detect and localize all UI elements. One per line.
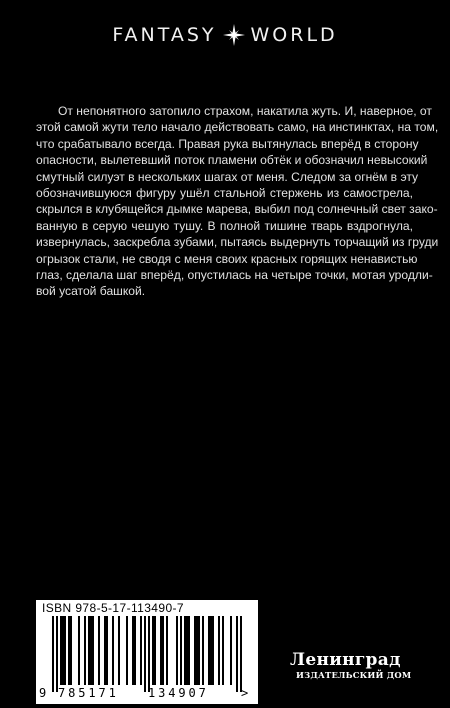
blurb-line: От непонятного затопило страхом, накатила жуть. И, наверное, от (58, 104, 432, 118)
barcode-digits-right: 134907 (148, 686, 209, 700)
blurb-line: глаз, сделала шаг вперёд, опустилась на четыре точки, мотая уродли- (36, 268, 433, 283)
barcode-bar (196, 616, 198, 685)
barcode-bar (202, 616, 204, 685)
barcode-bar (68, 616, 70, 685)
barcode-bar (144, 616, 146, 692)
publisher-subtitle: ИЗДАТЕЛЬСКИЙ ДОМ (296, 670, 412, 680)
barcode-bar (208, 616, 210, 685)
barcode-bar (210, 616, 212, 685)
barcode-bar (134, 616, 136, 685)
barcode-bar (180, 616, 182, 685)
barcode-bar (78, 616, 80, 685)
blurb-line: извернулась, заскребла зубами, пытаясь выдернуть торчащий из груди (36, 235, 439, 250)
back-cover-blurb (36, 103, 439, 300)
barcode-bar (132, 616, 134, 685)
barcode-bar (88, 616, 90, 685)
barcode-bar (104, 616, 106, 685)
barcode-bar (212, 616, 214, 685)
barcode-bar (186, 616, 188, 685)
blurb-line: огрызок стали, не сводя с меня своих красных горящих ненавистью (36, 251, 418, 266)
series-title-left: FANTASY (112, 24, 217, 46)
blurb-line: смутный силуэт в нескольких шагах от меня. Следом за огнём в эту (36, 169, 419, 184)
barcode-bar (126, 616, 128, 685)
barcode-bar (222, 616, 224, 685)
barcode-bar (112, 616, 114, 685)
barcode-bar (148, 616, 150, 692)
blurb-line: обозначившуюся фигуру ушёл стальной стержень из самострела, (36, 186, 413, 201)
barcode-digits-left: 785171 (58, 686, 119, 700)
barcode-bar (162, 616, 164, 685)
barcode-bar (52, 616, 54, 692)
barcode-bar (60, 616, 62, 685)
barcode-bar (176, 616, 178, 685)
barcode-bar (152, 616, 154, 685)
barcode-bar (56, 616, 58, 692)
barcode-bar (188, 616, 190, 685)
barcode-bar (218, 616, 220, 685)
barcode-digit-first: 9 (39, 686, 47, 700)
blurb-line: что срабатывало всегда. Правая рука вытянулась вперёд в сторону (36, 136, 419, 151)
barcode-bar (64, 616, 66, 685)
blurb-line: ванную в серую чешую тушу. В полной тишине тварь вздрогнула, (36, 218, 413, 233)
star-icon (223, 24, 245, 46)
publisher-logo (288, 650, 418, 690)
barcode-bar (92, 616, 94, 685)
barcode-bar (184, 616, 186, 685)
barcode-bar (90, 616, 92, 685)
blurb-line: опасности, вылетевший поток пламени обтёк и обозначил невысокий (36, 153, 428, 168)
barcode-bar (166, 616, 168, 685)
barcode-bar (140, 616, 142, 685)
blurb-line: вой усатой башкой. (36, 284, 146, 299)
barcode-bar (194, 616, 196, 685)
barcode-bar (70, 616, 72, 685)
barcode-quiet-mark: > (241, 686, 249, 700)
series-header (0, 24, 450, 46)
barcode-bar (62, 616, 64, 685)
barcode-bar (240, 616, 242, 692)
isbn-barcode (36, 600, 258, 704)
barcode-bars (40, 616, 254, 692)
barcode-bar (154, 616, 156, 685)
barcode-bar (106, 616, 108, 685)
barcode-digits (36, 686, 258, 702)
barcode-bar (98, 616, 100, 685)
barcode-bar (198, 616, 200, 685)
barcode-bar (118, 616, 120, 685)
barcode-bar (230, 616, 232, 685)
barcode-bar (84, 616, 86, 685)
barcode-bar (236, 616, 238, 692)
series-title-right: WORLD (250, 24, 338, 46)
isbn-label: ISBN 978-5-17-113490-7 (42, 601, 184, 615)
blurb-line: скрылся в клубящейся дымке марева, выбил под солнечный свет зако- (36, 202, 438, 217)
blurb-line: этой самой жути тело начало действовать само, на инстинктах, на том, (36, 120, 439, 135)
barcode-bar (160, 616, 162, 685)
publisher-name: Ленинград (290, 650, 401, 670)
